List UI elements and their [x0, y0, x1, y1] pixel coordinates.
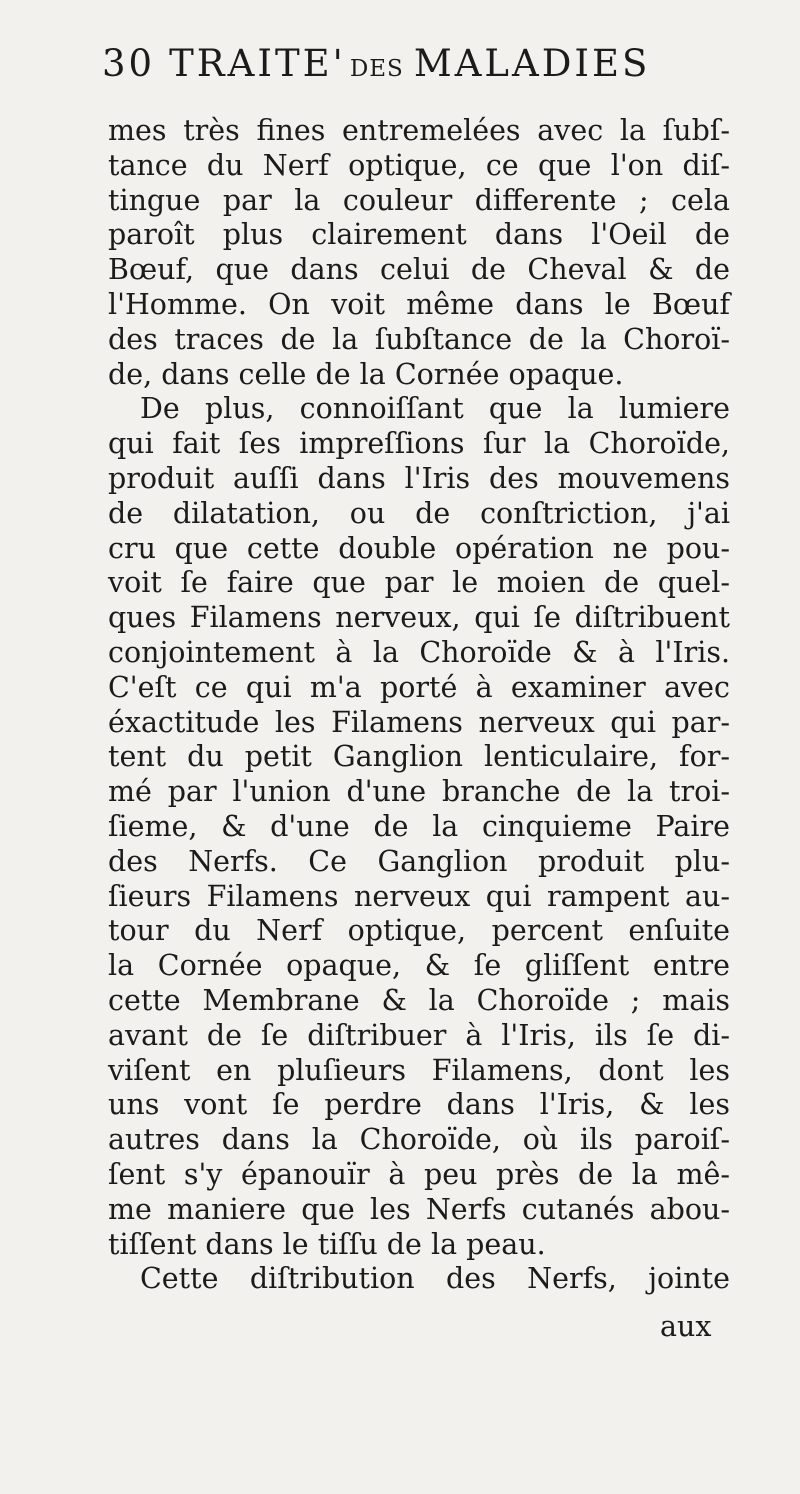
text-line: voit ſe faire que par le moien de quel-: [108, 566, 730, 600]
text-line: tance du Nerf optique, ce que l'on diſ-: [108, 148, 730, 182]
text-line: C'eſt ce qui m'a porté à examiner avec: [108, 670, 730, 704]
text-line: autres dans la Choroïde, où ils paroiſ-: [108, 1123, 730, 1157]
text-line: tingue par la couleur differente ; cela: [108, 183, 730, 217]
text-line: ſent s'y épanouïr à peu près de la mê-: [108, 1157, 730, 1191]
text-line: de, dans celle de la Cornée opaque.: [108, 357, 624, 391]
text-line: des Nerfs. Ce Ganglion produit plu-: [108, 844, 730, 878]
catchword: aux: [660, 1310, 712, 1343]
text-line: Cette diſtribution des Nerfs, jointe: [140, 1262, 730, 1296]
text-line: Bœuf, que dans celui de Cheval & de: [108, 253, 730, 287]
text-line: De plus, connoiſſant que la lumiere: [140, 392, 730, 426]
header-title-part1: TRAITE': [169, 42, 346, 85]
text-line: de dilatation, ou de conſtriction, j'ai: [108, 496, 730, 530]
header-title-part2: MALADIES: [413, 42, 651, 85]
page-number: 30: [102, 42, 156, 85]
text-line: tiſſent dans le tiſſu de la peau.: [108, 1227, 546, 1261]
text-line: me maniere que les Nerfs cutanés abou-: [108, 1192, 730, 1226]
text-line: avant de ſe diſtribuer à l'Iris, ils ſe di-: [108, 1018, 730, 1052]
text-line: la Cornée opaque, & ſe gliſſent entre: [108, 949, 730, 983]
text-line: ſieme, & d'une de la cinquieme Paire: [108, 809, 730, 843]
text-line: produit auſſi dans l'Iris des mouvemens: [108, 461, 730, 495]
text-line: cette Membrane & la Choroïde ; mais: [108, 983, 730, 1017]
text-line: cru que cette double opération ne pou-: [108, 531, 730, 565]
text-line: paroît plus clairement dans l'Oeil de: [108, 218, 730, 252]
text-line: l'Homme. On voit même dans le Bœuf: [108, 287, 730, 321]
body-text: [108, 114, 730, 1297]
text-line: ſieurs Filamens nerveux qui rampent au-: [108, 879, 730, 913]
running-header: [102, 42, 702, 102]
text-line: mé par l'union d'une branche de la troi-: [108, 775, 730, 809]
text-line: des traces de la ſubſtance de la Choroï-: [108, 322, 730, 356]
text-line: qui fait ſes impreſſions ſur la Choroïde,: [108, 427, 730, 461]
text-line: éxactitude les Filamens nerveux qui par-: [108, 705, 730, 739]
text-line: ques Filamens nerveux, qui ſe diſtribuent: [108, 601, 730, 635]
text-line: mes très fines entremelées avec la ſubſ-: [108, 114, 730, 147]
text-line: conjointement à la Choroïde & à l'Iris.: [108, 635, 730, 669]
text-line: tent du petit Ganglion lenticulaire, for-: [108, 740, 730, 774]
text-line: viſent en pluſieurs Filamens, dont les: [108, 1053, 730, 1087]
header-title-small: DES: [349, 56, 404, 82]
text-line: tour du Nerf optique, percent enſuite: [108, 914, 730, 948]
text-line: uns vont ſe perdre dans l'Iris, & les: [108, 1088, 730, 1122]
